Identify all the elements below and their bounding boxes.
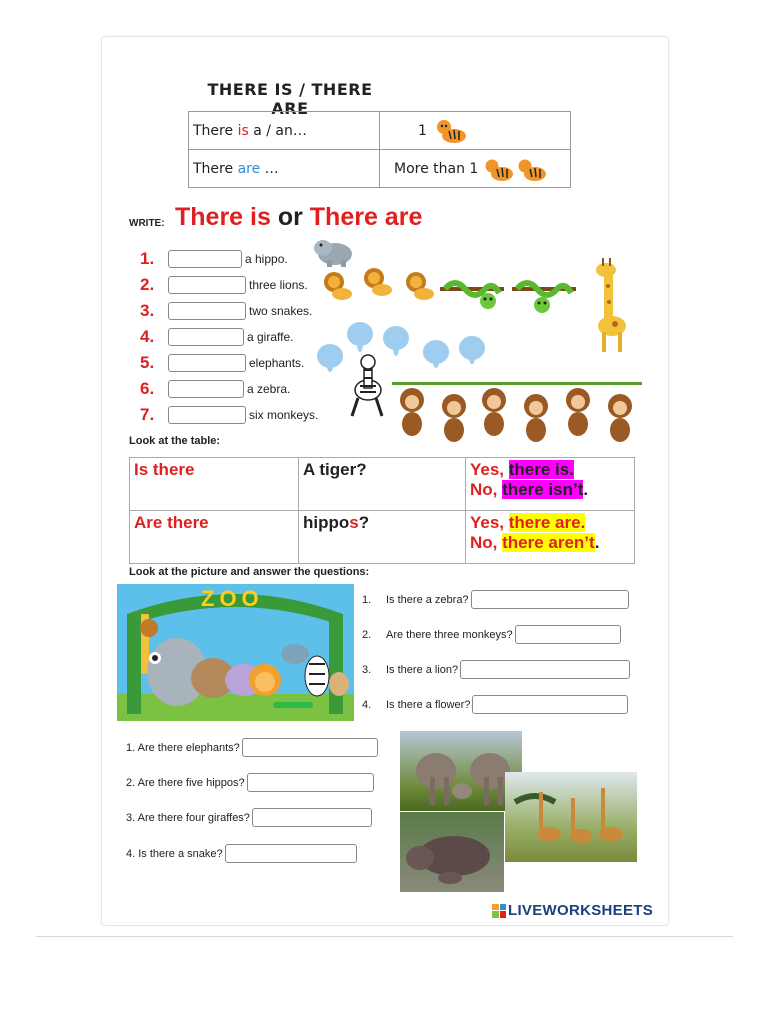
giraffe-icon [582, 256, 632, 354]
answer-input[interactable] [225, 844, 357, 863]
zebra-icon [346, 352, 388, 418]
qa-cell-answers-are: Yes, there are. No, there aren’t. [466, 511, 635, 564]
answer-input[interactable] [515, 625, 621, 644]
hippo-photo [400, 812, 504, 892]
exercise-row: 6. a zebra. [140, 379, 291, 398]
qa-table [129, 457, 635, 564]
verb-are: are [237, 160, 261, 177]
worksheet-title: THERE IS / THERE ARE [207, 80, 373, 118]
picture-heading: Look at the picture and answer the questions: [129, 566, 370, 578]
exercise-row: 7. six monkeys. [140, 405, 319, 424]
table-row [130, 511, 635, 564]
hippo-photo-art [400, 812, 504, 892]
photo-question-row: 3. Are there four giraffes? [126, 808, 372, 827]
answer-input[interactable] [168, 302, 246, 320]
snakes-icon [440, 275, 580, 321]
liveworksheets-logo: LIVEWORKSHEETS [492, 902, 653, 919]
page-divider [36, 936, 733, 937]
rule-cell-count-many: More than 1 [380, 150, 571, 188]
zoo-picture [117, 584, 354, 721]
rule-cell-there-are: There are … [189, 150, 380, 188]
answer-input[interactable] [460, 660, 630, 679]
monkeys-icon [392, 376, 642, 442]
write-label: WRITE: [129, 218, 165, 229]
rule-cell-there-is: There is a / an… [189, 112, 380, 150]
zoo-sign: ZOO [201, 586, 264, 611]
exercise-row: 2. three lions. [140, 275, 308, 294]
qa-cell-is-there: Is there [130, 458, 299, 511]
exercise-row: 4. a giraffe. [140, 327, 294, 346]
answer-input[interactable] [471, 590, 629, 609]
rule-table [188, 111, 571, 188]
tigers-icon [483, 154, 549, 184]
rule-cell-count-one: 1 [380, 112, 571, 150]
lions-icon [320, 268, 440, 304]
qa-cell-hippos: hippos? [299, 511, 466, 564]
photo-question-row: 4. Is there a snake? [126, 844, 357, 863]
write-heading: There is or There are [175, 203, 423, 231]
photo-question-row: 1. Are there elephants? [126, 738, 378, 757]
zoo-question-row: 4. Is there a flower? [362, 695, 628, 714]
answer-input[interactable] [168, 250, 242, 268]
answer-input[interactable] [168, 406, 246, 424]
answer-input[interactable] [168, 276, 246, 294]
giraffes-photo-art [505, 772, 637, 862]
answer-input[interactable] [168, 328, 244, 346]
answer-input[interactable] [472, 695, 628, 714]
verb-is: is [237, 122, 249, 139]
logo-icon [492, 904, 506, 918]
zoo-question-row: 1. Is there a zebra? [362, 590, 629, 609]
zoo-question-row: 2. Are there three monkeys? [362, 625, 621, 644]
table-row [130, 458, 635, 511]
zoo-question-row: 3. Is there a lion? [362, 660, 630, 679]
answer-input[interactable] [242, 738, 378, 757]
answer-input[interactable] [247, 773, 374, 792]
giraffes-photo [505, 772, 637, 862]
photo-question-row: 2. Are there five hippos? [126, 773, 374, 792]
answer-input[interactable] [252, 808, 372, 827]
tiger-icon [435, 116, 469, 146]
elephants-icon [314, 316, 494, 372]
qa-cell-answers-is: Yes, there is. No, there isn’t. [466, 458, 635, 511]
exercise-row: 5. elephants. [140, 353, 305, 372]
answer-input[interactable] [168, 380, 244, 398]
hippo-icon [313, 236, 355, 268]
qa-cell-are-there: Are there [130, 511, 299, 564]
elephants-photo [400, 731, 522, 811]
exercise-row: 1. a hippo. [140, 249, 288, 268]
elephants-photo-art [400, 731, 522, 811]
qa-cell-a-tiger: A tiger? [299, 458, 466, 511]
answer-input[interactable] [168, 354, 246, 372]
table-row [189, 112, 571, 150]
look-table-heading: Look at the table: [129, 435, 221, 447]
table-row [189, 150, 571, 188]
exercise-row: 3. two snakes. [140, 301, 313, 320]
